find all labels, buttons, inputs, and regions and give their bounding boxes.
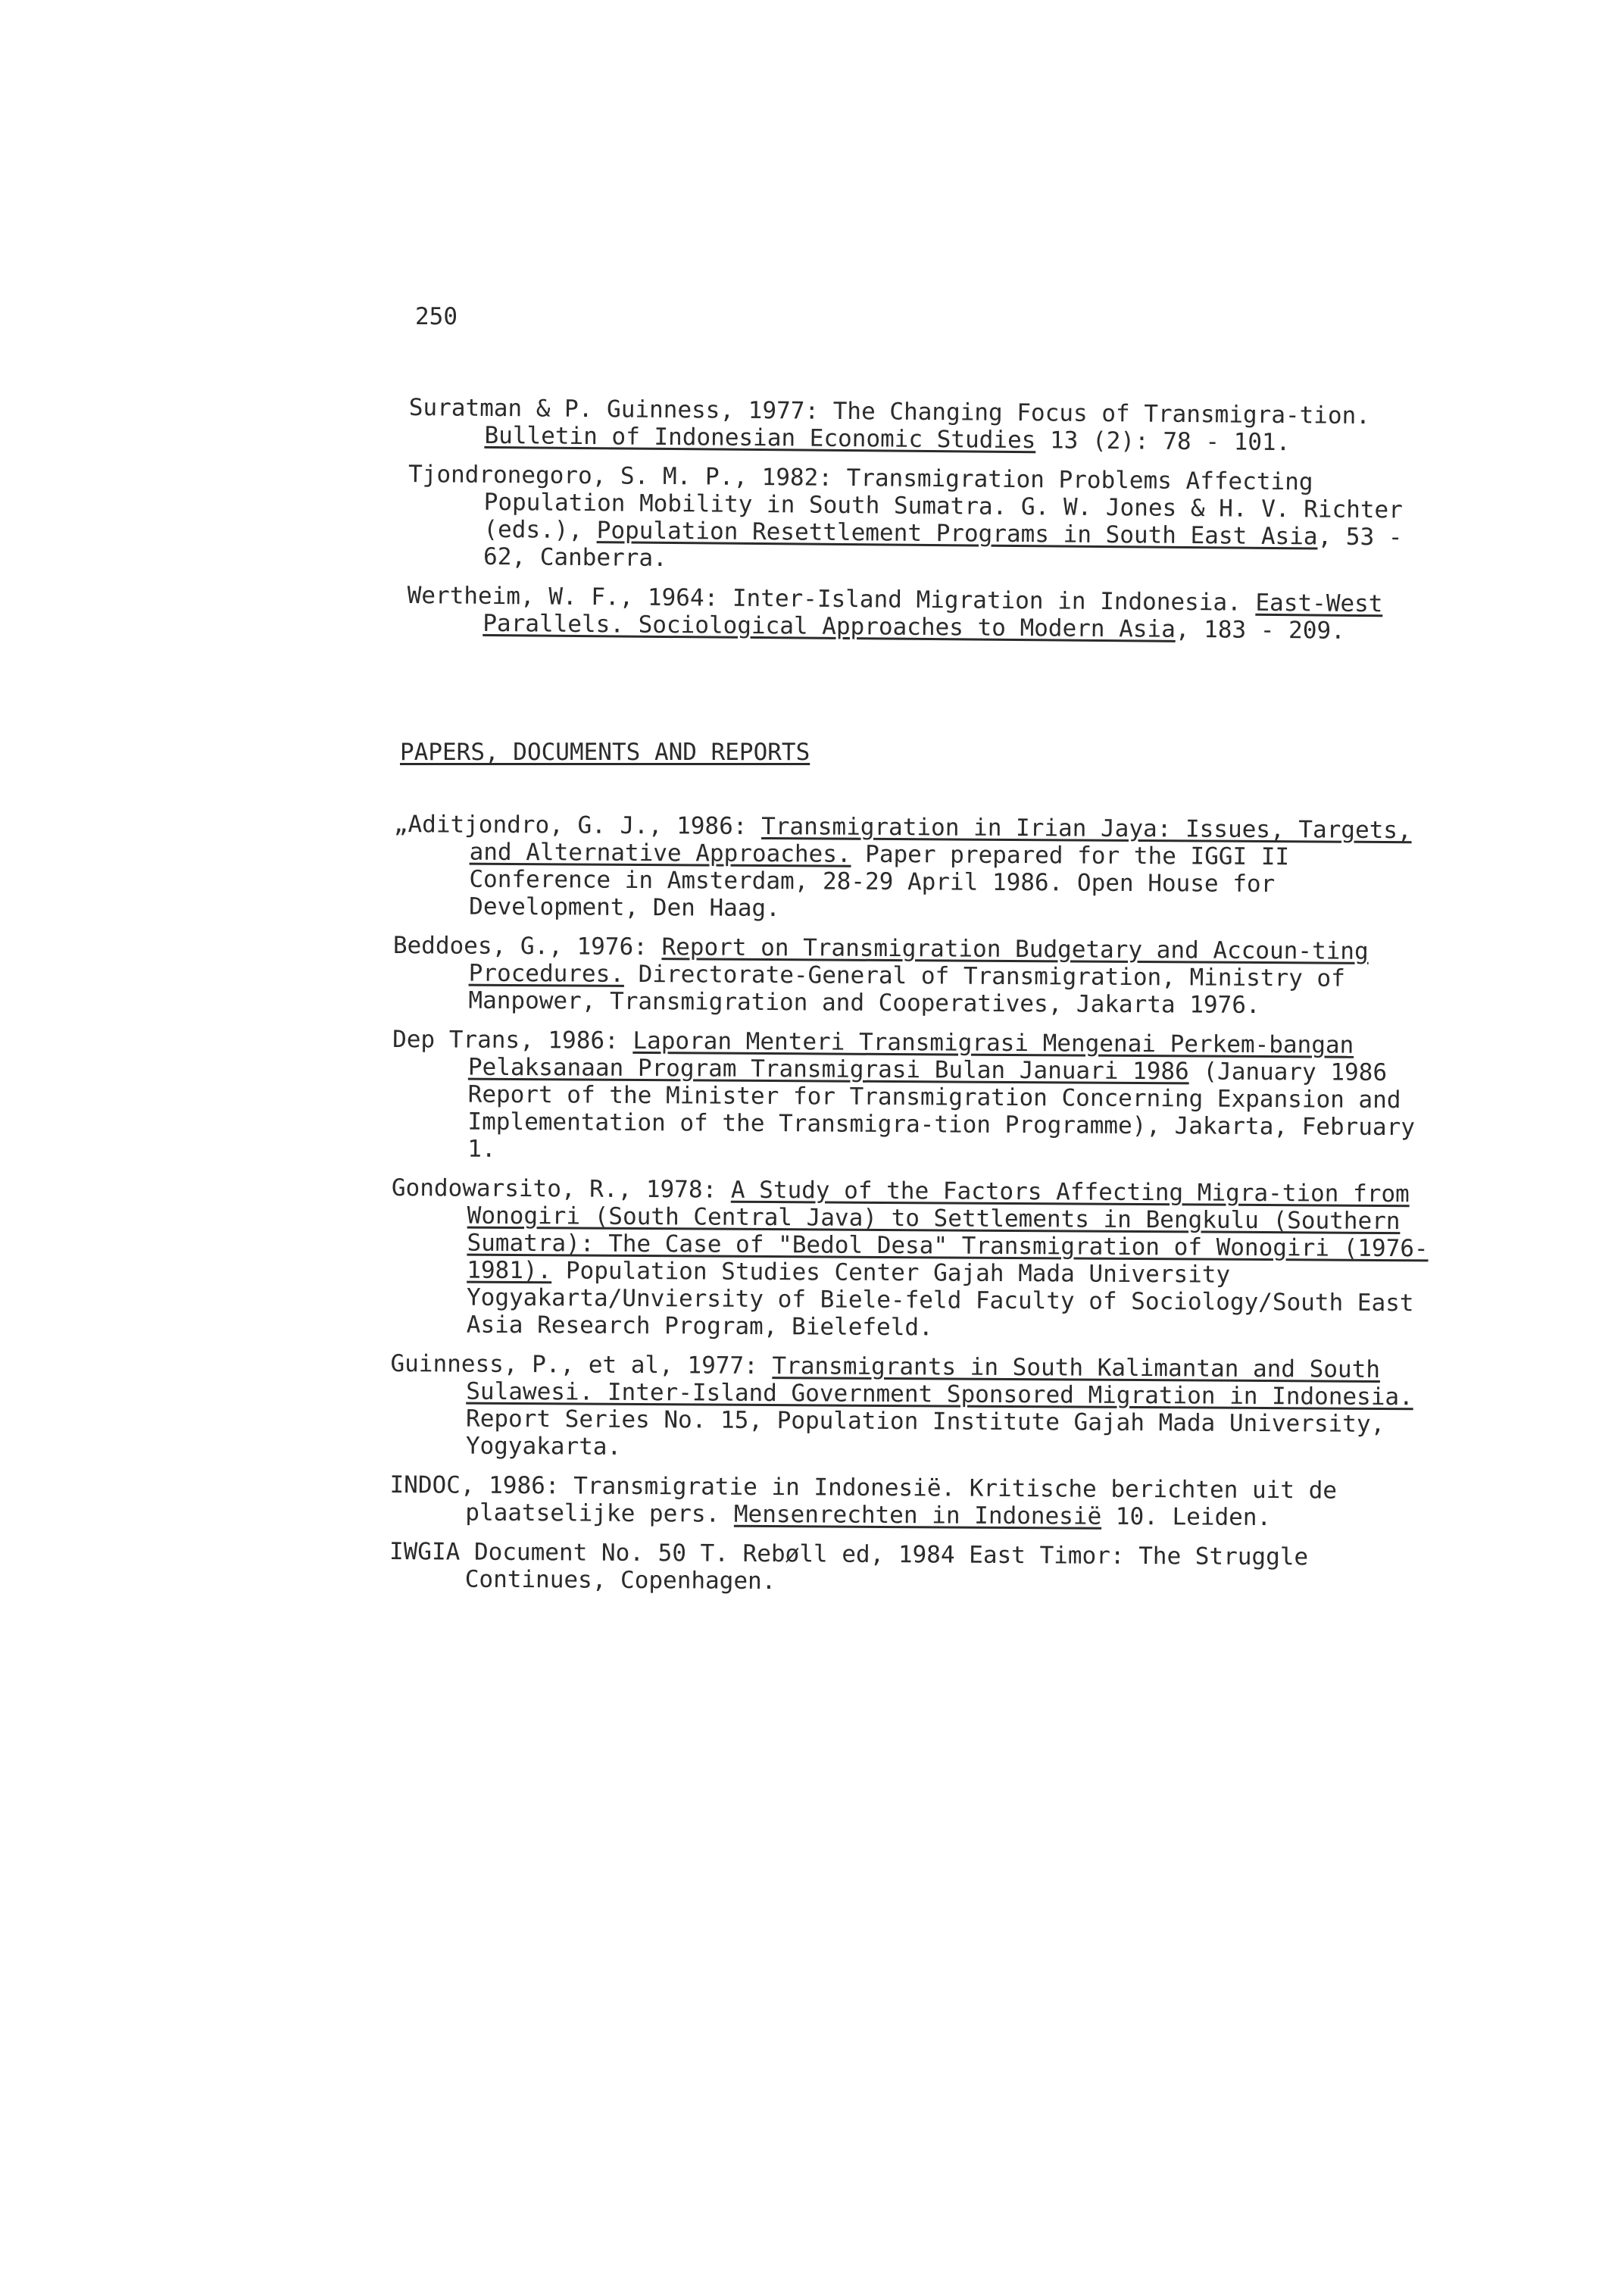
section-heading: PAPERS, DOCUMENTS AND REPORTS xyxy=(400,739,810,766)
reference-entry xyxy=(390,1350,1436,1465)
reference-tail: Report Series No. 15, Population Institute Gajah Mada University, Yogyakarta. xyxy=(465,1405,1385,1461)
reference-entry xyxy=(392,932,1438,1020)
reference-tail: 10. Leiden. xyxy=(1101,1502,1272,1532)
page-number: 250 xyxy=(415,303,458,330)
reference-lead: Guinness, P., et al, 1977: xyxy=(390,1349,773,1380)
reference-entry xyxy=(391,1174,1437,1344)
reference-title: Bulletin of Indonesian Economic Studies xyxy=(484,421,1036,455)
reference-tail: , 53 - 62, Canberra. xyxy=(483,523,1403,572)
reference-lead: INDOC, 1986: Transmigratie in Indonesië. Kritische berichten uit de plaatselijke pers. xyxy=(389,1471,1338,1528)
reference-lead: Tjondronegoro, S. M. P., 1982: Transmigration Problems Affecting Population Mobility in South Sumatra. G. W. Jones & H. V. Richter (eds.), xyxy=(408,460,1404,545)
reference-tail: Directorate-General of Transmigration, Ministry of Manpower, Transmigration and Cooperatives, Jakarta 1976. xyxy=(468,960,1345,1019)
reference-lead: Wertheim, W. F., 1964: Inter-Island Migration in Indonesia. xyxy=(407,581,1256,617)
papers-reference-list xyxy=(389,811,1439,1611)
reference-entry xyxy=(389,1538,1435,1599)
reference-entry xyxy=(393,811,1439,926)
reference-tail: , 183 - 209. xyxy=(1175,615,1345,645)
reference-title: Mensenrechten in Indonesië xyxy=(733,1500,1102,1530)
reference-entry xyxy=(389,1471,1435,1532)
reference-entry xyxy=(407,582,1438,645)
reference-lead: Suratman & P. Guinness, 1977: The Changing Focus of Transmigra-tion. xyxy=(408,394,1371,430)
reference-entry xyxy=(408,461,1438,579)
reference-tail: (January 1986 Report of the Minister for Transmigration Concerning Expansion and Implementation of the Transmigra-tion Programme), Jakarta, February 1. xyxy=(467,1058,1416,1163)
reference-title: Transmigration in Irian Jaya: Issues, Targets, and Alternative Approaches. xyxy=(469,812,1412,868)
reference-lead: „Aditjondro, G. J., 1986: xyxy=(393,811,762,840)
reference-lead: Dep Trans, 1986: xyxy=(392,1025,633,1055)
reference-title: Laporan Menteri Transmigrasi Mengenai Perkem-bangan Pelaksanaan Program Transmigrasi Bulan Januari 1986 xyxy=(467,1027,1354,1086)
margin-mark xyxy=(1435,250,1446,295)
reference-lead: IWGIA Document No. 50 T. Rebøll ed, 1984 East Timor: The Struggle Continues, Copenhagen. xyxy=(389,1537,1309,1596)
reference-title: Report on Transmigration Budgetary and Accoun-ting Procedures. xyxy=(468,933,1369,988)
reference-title: Transmigrants in South Kalimantan and South Sulawesi. Inter-Island Government Sponsored Migration in Indonesia. xyxy=(466,1352,1413,1411)
reference-title: Population Resettlement Programs in South East Asia xyxy=(596,517,1318,551)
reference-tail: Population Studies Center Gajah Mada University Yogyakarta/Unviersity of Biele-feld Faculty of Sociology/South East Asia Research Program, Bielefeld. xyxy=(466,1257,1414,1342)
reference-lead: Beddoes, G., 1976: xyxy=(392,931,662,961)
reference-title: A Study of the Factors Affecting Migra-tion from Wonogiri (South Central Java) to Settlements in Bengkulu (Southern Sumatra): The Case of "Bedol Desa" Transmigration of Wonogiri (1976-1981). xyxy=(467,1176,1429,1285)
reference-tail: 13 (2): 78 - 101. xyxy=(1035,427,1291,457)
reference-entry xyxy=(408,394,1439,458)
reference-entry xyxy=(392,1026,1438,1168)
reference-lead: Gondowarsito, R., 1978: xyxy=(391,1174,731,1204)
top-reference-list xyxy=(407,394,1439,658)
reference-title: East-West Parallels. Sociological Approaches to Modern Asia xyxy=(483,589,1383,643)
reference-tail: Paper prepared for the IGGI II Conference in Amsterdam, 28-29 April 1986. Open House for Development, Den Haag. xyxy=(469,840,1290,923)
